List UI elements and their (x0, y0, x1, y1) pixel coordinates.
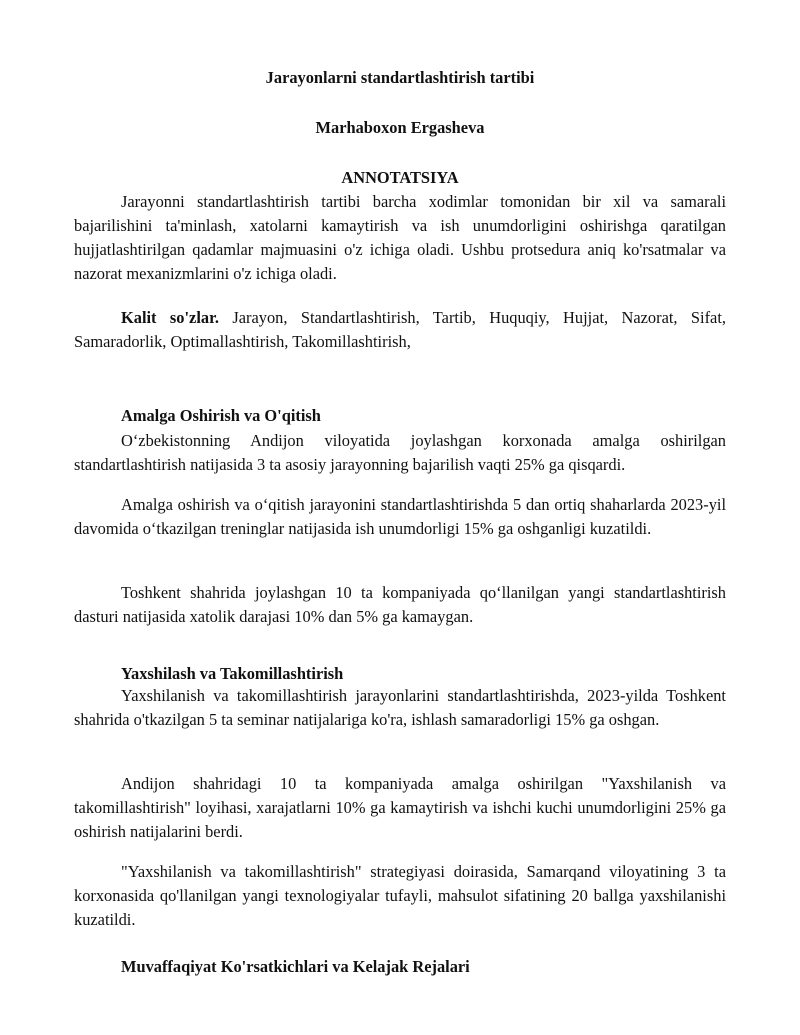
keywords-label: Kalit so'zlar. (121, 308, 219, 327)
document-title: Jarayonlarni standartlashtirish tartibi (265, 68, 535, 87)
section1-paragraph-2: Amalga oshirish va o‘qitish jarayonini standartlashtirishda 5 dan ortiq shaharlarda 2023-yil davomida o‘tkazilgan treninglar natijasida ish unumdorligi 15% ga oshganligi kuzatildi. (74, 495, 726, 538)
section2-paragraph-1: Yaxshilanish va takomillashtirish jarayonlarini standartlashtirishda, 2023-yilda Toshkent shahrida o'tkazilgan 5 ta seminar natijalariga ko'ra, ishlash samaradorligi 15% ga oshgan. (74, 686, 726, 729)
keywords-list: Jarayon, Standartlashtirish, Tartib, Huquqiy, Hujjat, Nazorat, Sifat, Samaradorlik, Optimallashtirish, Takomillashtirish, (74, 308, 726, 351)
section2-paragraph-2: Andijon shahridagi 10 ta kompaniyada amalga oshirilgan "Yaxshilanish va takomillashtirish" loyihasi, xarajatlarni 10% ga kamaytirish va ishchi kuchi unumdorligini 25% ga oshirish natijalarini berdi. (74, 774, 726, 841)
section1-paragraph-1: O‘zbekistonning Andijon viloyatida joylashgan korxonada amalga oshirilgan standartlashtirish natijasida 3 ta asosiy jarayonning bajarilish vaqti 25% ga qisqardi. (74, 431, 726, 474)
section1-heading: Amalga Oshirish va O'qitish (121, 406, 321, 425)
keywords-paragraph (74, 306, 726, 354)
section2-heading: Yaxshilash va Takomillashtirish (121, 664, 344, 683)
section1-paragraph-3: Toshkent shahrida joylashgan 10 ta kompaniyada qo‘llanilgan yangi standartlashtirish dasturi natijasida xatolik darajasi 10% dan 5% ga kamaygan. (74, 583, 726, 626)
section3-heading: Muvaffaqiyat Ko'rsatkichlari va Kelajak Rejalari (121, 957, 470, 976)
annotation-text: Jarayonni standartlashtirish tartibi barcha xodimlar tomonidan bir xil va samarali bajarilishini ta'minlash, xatolarni kamaytirish va ish unumdorligini oshirishga qaratilgan hujjatlashtirilgan qadamlar majmuasini o'z ichiga oladi. Ushbu protsedura aniq ko'rsatmalar va nazorat mexanizmlarini o'z ichiga oladi. (74, 192, 726, 283)
author-name: Marhaboxon Ergasheva (315, 118, 485, 137)
section2-paragraph-3: "Yaxshilanish va takomillashtirish" strategiyasi doirasida, Samarqand viloyatining 3 ta korxonasida qo'llanilgan yangi texnologiyalar tufayli, mahsulot sifatining 20 ballga yaxshilanishi kuzatildi. (74, 862, 726, 929)
annotation-heading: ANNOTATSIYA (341, 168, 459, 187)
